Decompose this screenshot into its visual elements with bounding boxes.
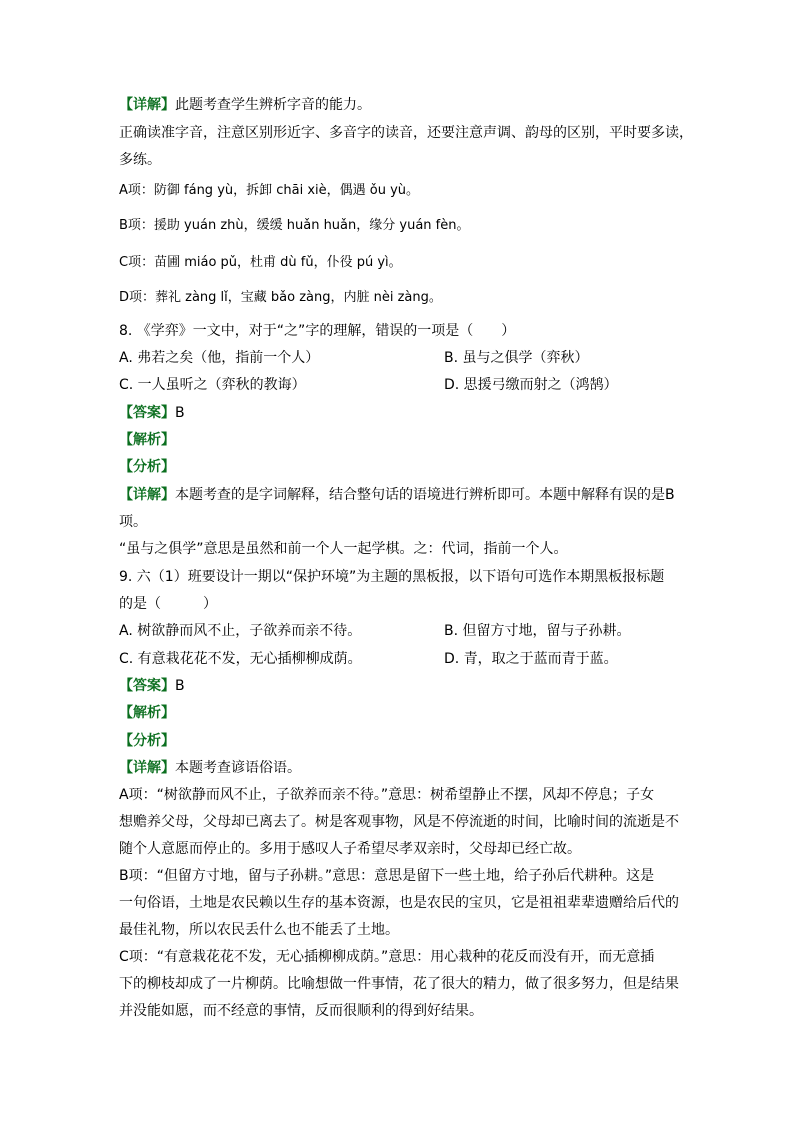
jiexi-tag: 【解析】 [119, 705, 175, 721]
detail-tag: 【详解】 [119, 760, 175, 776]
detail-tag: 【详解】 [119, 97, 175, 113]
jiexi-tag: 【解析】 [119, 432, 175, 448]
answer-value: B [175, 678, 185, 694]
q9-b-line-1: B项：“但留方寸地，留与子孙耕。”意思：意思是留下一些土地，给子孙后代耕种。这是 [119, 868, 655, 884]
q7-option-c: C项：苗圃 miáo pǔ，杜甫 dù fǔ，仆役 pú yì。 [119, 255, 402, 270]
q8-detail-line-3: “虽与之俱学”意思是虽然和前一个人一起学棋。之：代词，指前一个人。 [119, 541, 568, 557]
q8-option-b: B. 虽与之俱学（弈秋） [444, 350, 589, 366]
q9-detail-line [119, 759, 301, 777]
q8-option-a: A. 弗若之矣（他，指前一个人） [119, 350, 320, 366]
detail-text: 此题考查学生辨析字音的能力。 [175, 97, 371, 113]
q9-b-line-3: 最佳礼物，所以农民丢什么也不能丢了土地。 [119, 922, 399, 938]
q8-jiexi-line [119, 431, 175, 449]
q8-stem: 8. 《学弈》一文中，对于“之”字的理解，错误的一项是（ ） [119, 323, 516, 339]
q9-b-line-2: 一句俗语，土地是农民赖以生存的基本资源，也是农民的宝贝，它是祖祖辈辈遗赠给后代的 [119, 895, 679, 911]
q7-option-b: B项：援助 yuán zhù，缓缓 huǎn huǎn，缘分 yuán fèn。 [119, 218, 470, 233]
q8-answer-line [119, 404, 185, 422]
q8-detail-line-2: 项。 [119, 514, 147, 530]
q8-detail-line-1 [119, 486, 675, 504]
q9-c-line-2: 下的柳枝却成了一片柳荫。比喻想做一件事情，花了很大的精力，做了很多努力，但是结果 [119, 976, 679, 992]
q7-option-a: A项：防御 fáng yù，拆卸 chāi xiè，偶遇 ǒu yù。 [119, 183, 420, 198]
answer-tag: 【答案】 [119, 678, 175, 694]
q9-a-line-1: A项：“树欲静而风不止，子欲养而亲不待。”意思：树希望静止不摆，风却不停息；子女 [119, 787, 655, 803]
q9-c-line-3: 并没能如愿，而不经意的事情，反而很顺利的得到好结果。 [119, 1003, 483, 1019]
q9-a-line-2: 想赡养父母，父母却已离去了。树是客观事物，风是不停流逝的时间，比喻时间的流逝是不 [119, 814, 679, 830]
q9-answer-line [119, 677, 185, 695]
q7-option-d: D项：葬礼 zàng lǐ，宝藏 bǎo zàng，内脏 nèi zàng。 [119, 290, 442, 305]
q9-stem-line-2: 的是（ ） [119, 596, 217, 612]
answer-value: B [175, 405, 185, 421]
q9-jiexi-line [119, 704, 175, 722]
fenxi-tag: 【分析】 [119, 733, 175, 749]
q9-option-a: A. 树欲静而风不止，子欲养而亲不待。 [119, 623, 362, 639]
detail-text: 本题考查的是字词解释，结合整句话的语境进行辨析即可。本题中解释有误的是B [175, 487, 675, 503]
detail-text: 本题考查谚语俗语。 [175, 760, 301, 776]
q7-detail-line [119, 96, 371, 114]
q8-fenxi-line [119, 458, 175, 476]
fenxi-tag: 【分析】 [119, 459, 175, 475]
q9-option-d: D. 青，取之于蓝而青于蓝。 [444, 651, 618, 667]
q9-option-c: C. 有意栽花花不发，无心插柳柳成荫。 [119, 651, 362, 667]
answer-tag: 【答案】 [119, 405, 175, 421]
q9-option-b: B. 但留方寸地，留与子孙耕。 [444, 623, 631, 639]
q9-fenxi-line [119, 732, 175, 750]
detail-tag: 【详解】 [119, 487, 175, 503]
q9-c-line-1: C项：“有意栽花花不发，无心插柳柳成荫。”意思：用心栽种的花反而没有开，而无意插 [119, 949, 655, 965]
q8-option-d: D. 思援弓缴而射之（鸿鹄） [444, 377, 618, 393]
q7-paragraph-line-2: 多练。 [119, 152, 161, 168]
q9-stem-line-1: 9. 六（1）班要设计一期以“保护环境”为主题的黑板报，以下语句可选作本期黑板报标题 [119, 569, 665, 585]
q7-paragraph-line-1: 正确读准字音，注意区别形近字、多音字的读音，还要注意声调、韵母的区别，平时要多读， [119, 125, 693, 141]
q9-a-line-3: 随个人意愿而停止的。多用于感叹人子希望尽孝双亲时，父母却已经亡故。 [119, 841, 581, 857]
q8-option-c: C. 一人虽听之（弈秋的教诲） [119, 377, 306, 393]
